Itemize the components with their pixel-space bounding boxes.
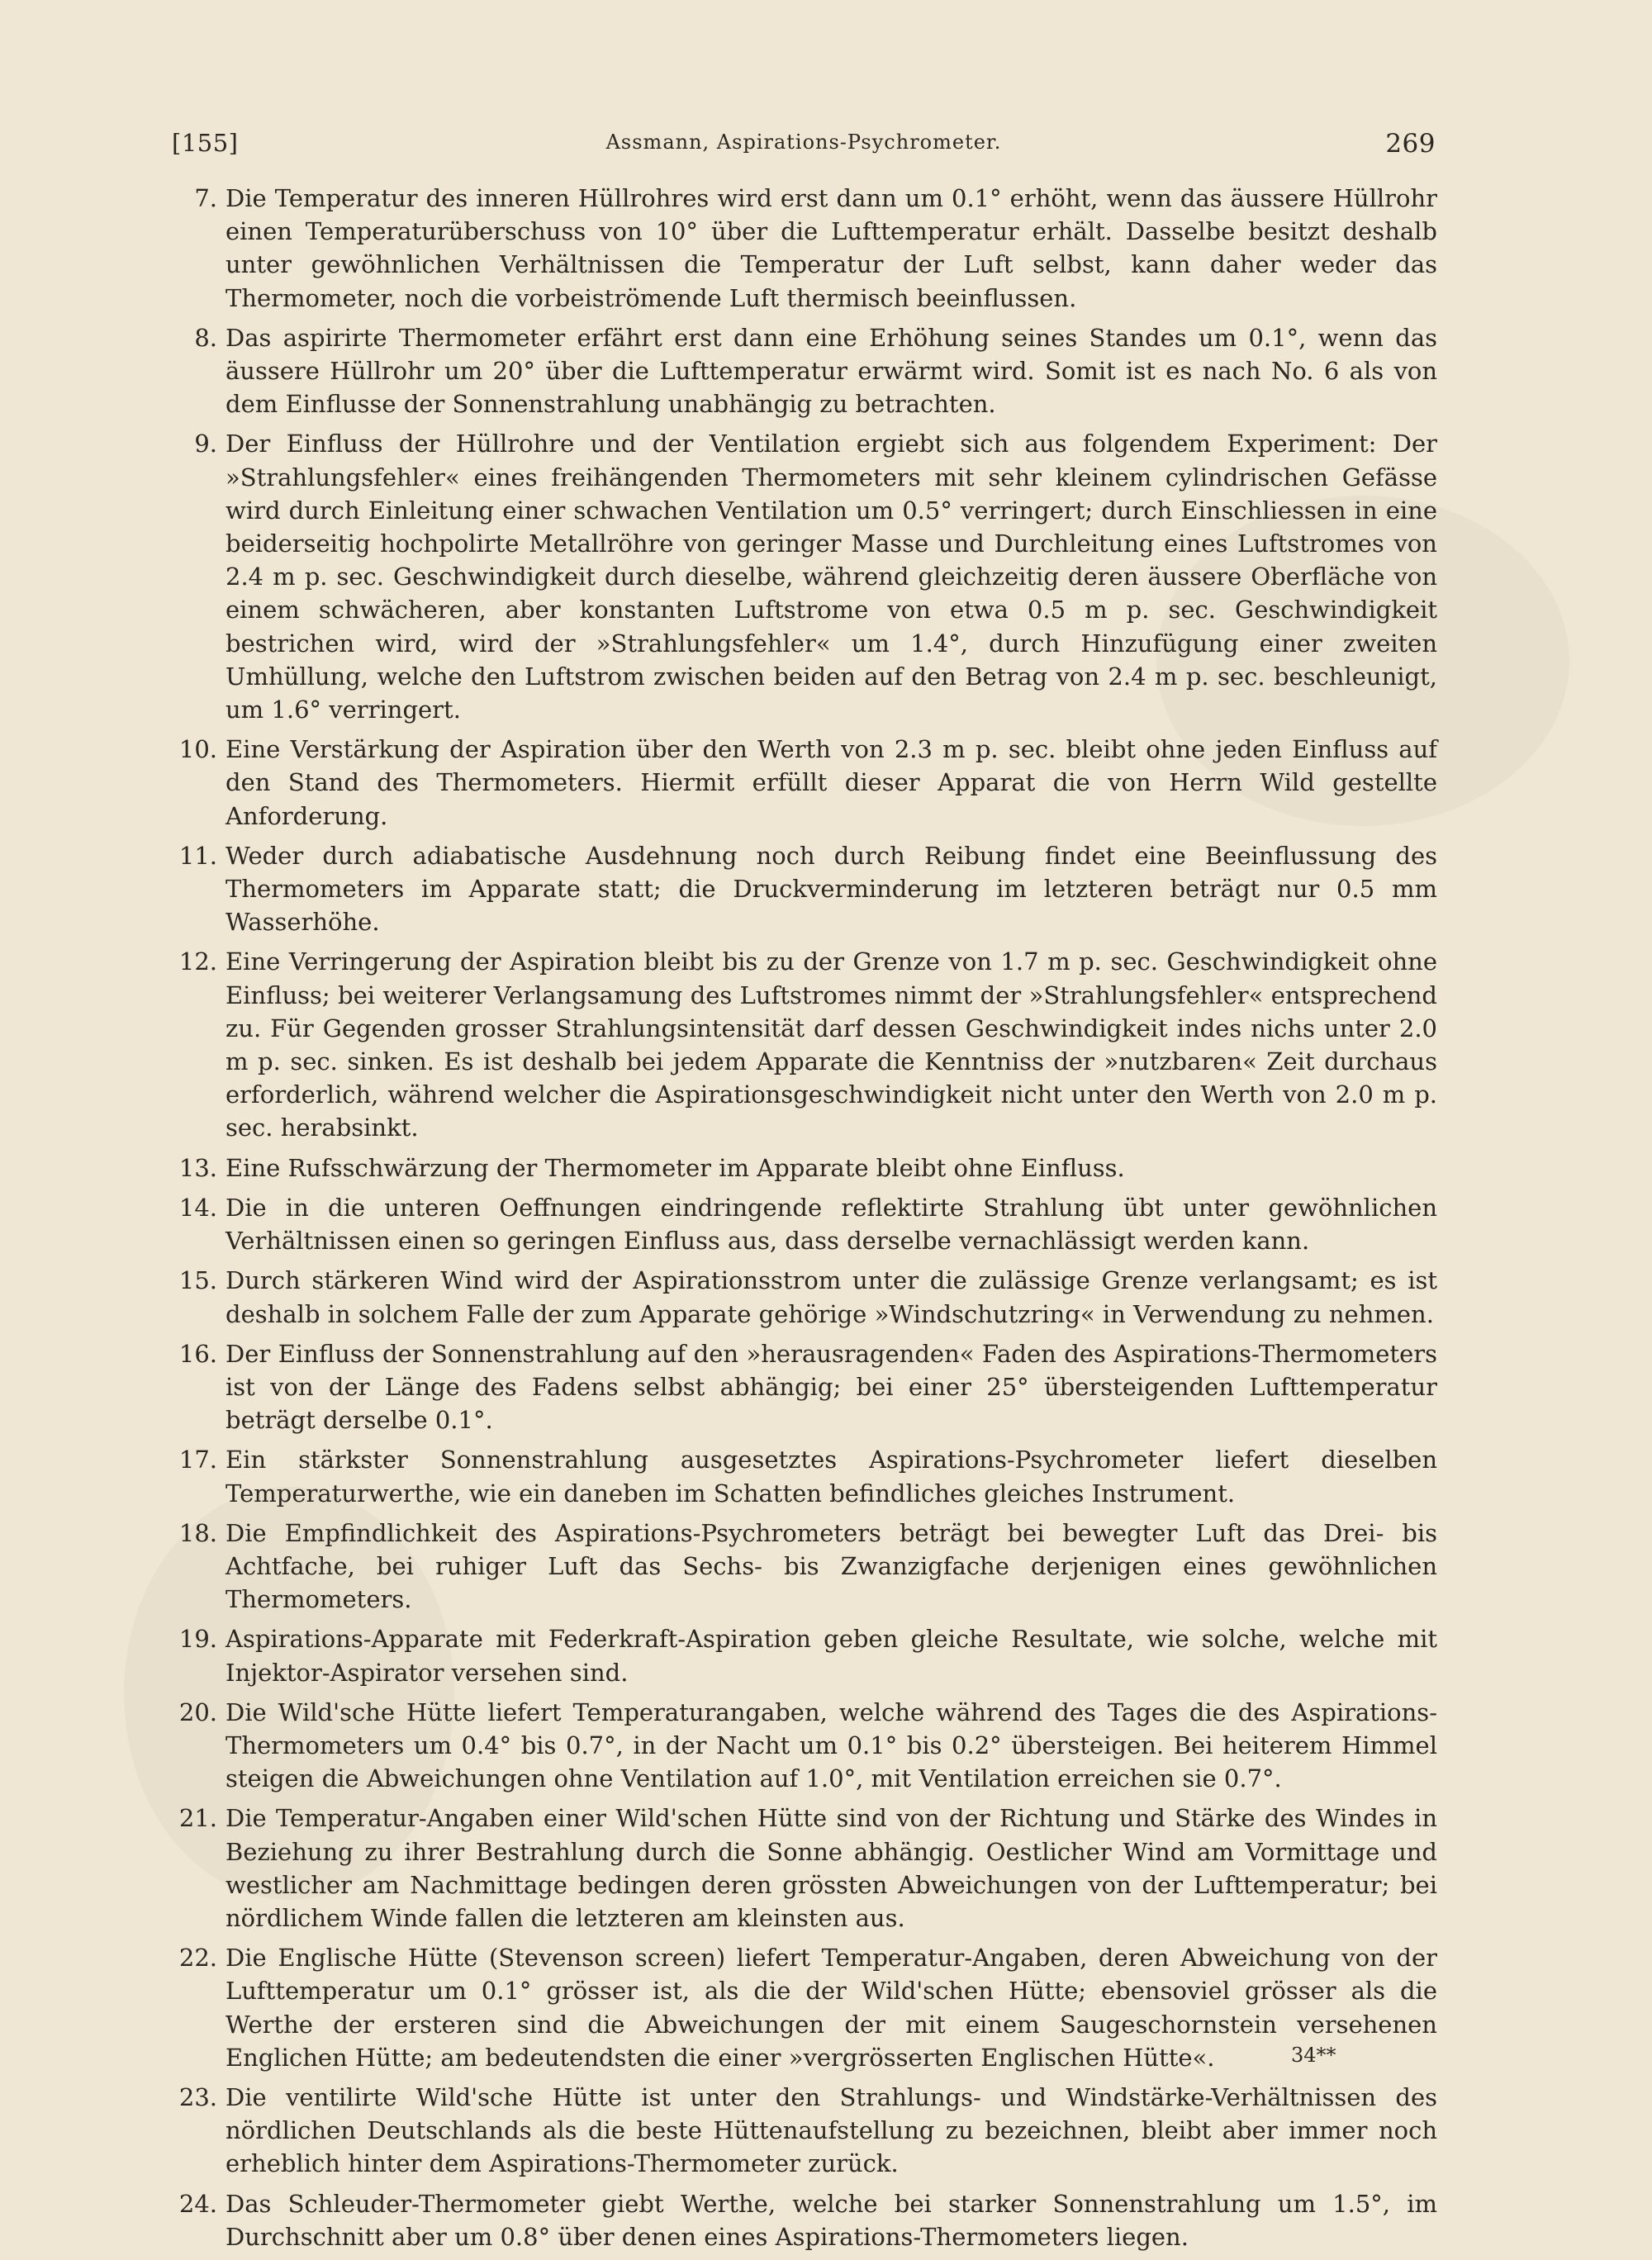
list-item (165, 2187, 1437, 2253)
list-item (165, 945, 1437, 1144)
item-text: Die Empfindlichkeit des Aspirations-Psychrometers beträgt bei bewegter Luft das Drei- bis Achtfache, bei ruhiger Luft das Sechs- bis Zwanzigfache derjenigen eines gewöhnlichen Thermometers. (225, 1518, 1437, 1614)
item-text: Die Temperatur des inneren Hüllrohres wird erst dann um 0.1° erhöht, wenn das äussere Hüllrohr einen Temperaturüberschuss von 10° über die Lufttemperatur erhält. Dasselbe besitzt deshalb unter gewöhnlichen Verhältnissen die Temperatur der Luft selbst, kann daher weder das Thermometer, noch die vorbeiströmende Luft thermisch beeinflussen. (225, 184, 1437, 312)
item-number: 11. (178, 841, 217, 870)
item-text: Eine Verringerung der Aspiration bleibt bis zu der Grenze von 1.7 m p. sec. Geschwindigkeit ohne Einfluss; bei weiterer Verlangsamung des Luftstromes nimmt der »Strahlungsfehler« entsprechend zu. Für Gegenden grosser Strahlungsintensität darf dessen Geschwindigkeit indes nichs unter 2.0 m p. sec. sinken. Es ist deshalb bei jedem Apparate die Kenntniss der »nutzbaren« Zeit durchaus erforderlich, während welcher die Aspirationsgeschwindigkeit nicht unter den Werth von 2.0 m p. sec. herabsinkt. (225, 947, 1437, 1142)
list-item (165, 2081, 1437, 2181)
numbered-list (165, 182, 1437, 2260)
item-number: 9. (194, 430, 217, 458)
item-text: Der Einfluss der Hüllrohre und der Ventilation ergiebt sich aus folgendem Experiment: Der »Strahlungsfehler« eines freihängenden Thermometers mit sehr kleinem cylindrischen Gefässe wird durch Einleitung einer schwachen Ventilation um 0.5° verringert; durch Einschliessen in eine beiderseitig hochpolirte Metallröhre von geringer Masse und Durchleitung eines Luftstromes von 2.4 m p. sec. Geschwindigkeit durch dieselbe, während gleichzeitig deren äussere Oberfläche von einem schwächeren, aber konstanten Luftstrome von etwa 0.5 m p. sec. Geschwindigkeit bestrichen wird, wird der »Strahlungsfehler« um 1.4°, durch Hinzufügung einer zweiten Umhüllung, welche den Luftstrom zwischen beiden auf den Betrag von 2.4 m p. sec. beschleunigt, um 1.6° verringert. (225, 430, 1437, 724)
item-text: Ein stärkster Sonnenstrahlung ausgesetztes Aspirations-Psychrometer liefert dieselben Temperaturwerthe, wie ein daneben im Schatten befindliches gleiches Instrument. (225, 1446, 1437, 1507)
item-number: 12. (178, 947, 217, 976)
item-text: Der Einfluss der Sonnenstrahlung auf den »herausragenden« Faden des Aspirations-Thermometers ist von der Länge des Fadens selbst abhängig; bei einer 25° übersteigenden Lufttemperatur beträgt derselbe 0.1°. (225, 1339, 1437, 1435)
item-number: 7. (194, 184, 217, 212)
signature-mark: 34** (1291, 2044, 1336, 2067)
item-number: 18. (178, 1518, 217, 1547)
list-item (165, 1443, 1437, 1509)
item-number: 21. (178, 1804, 217, 1833)
item-text: Durch stärkeren Wind wird der Aspirationsstrom unter die zulässige Grenze verlangsamt; es ist deshalb in solchem Falle der zum Apparate gehörige »Windschutzring« in Verwendung zu nehmen. (225, 1266, 1437, 1328)
list-item (165, 1264, 1437, 1330)
list-item (165, 182, 1437, 315)
item-number: 14. (178, 1193, 217, 1222)
item-number: 10. (178, 735, 217, 764)
item-text: Das aspirirte Thermometer erfährt erst dann eine Erhöhung seines Standes um 0.1°, wenn das äussere Hüllrohr um 20° über die Lufttemperatur erwärmt wird. Somit ist es nach No. 6 als von dem Einflusse der Sonnenstrahlung unabhängig zu betrachten. (225, 323, 1437, 419)
list-item (165, 733, 1437, 833)
list-item (165, 1151, 1437, 1185)
item-number: 20. (178, 1697, 217, 1726)
list-item (165, 427, 1437, 726)
item-number: 13. (178, 1153, 217, 1182)
list-item (165, 1696, 1437, 1796)
item-text: Aspirations-Apparate mit Federkraft-Aspiration geben gleiche Resultate, wie solche, welche mit Injektor-Aspirator versehen sind. (225, 1625, 1437, 1687)
page-header (172, 124, 1436, 165)
item-text: Eine Verstärkung der Aspiration über den Werth von 2.3 m p. sec. bleibt ohne jeden Einfluss auf den Stand des Thermometers. Hiermit erfüllt dieser Apparat die von Herrn Wild gestellte Anforderung. (225, 735, 1437, 830)
item-number: 16. (178, 1339, 217, 1368)
list-item (165, 1802, 1437, 1935)
item-number: 19. (178, 1625, 217, 1654)
list-item (165, 321, 1437, 421)
item-text: Die ventilirte Wild'sche Hütte ist unter den Strahlungs- und Windstärke-Verhältnissen des nördlichen Deutschlands als die beste Hüttenaufstellung zu bezeichnen, bleibt aber immer noch erheblich hinter dem Aspirations-Thermometer zurück. (225, 2082, 1437, 2178)
item-number: 23. (178, 2082, 217, 2111)
item-text: Die Temperatur-Angaben einer Wild'schen Hütte sind von der Richtung und Stärke des Windes in Beziehung zu ihrer Bestrahlung durch die Sonne abhängig. Oestlicher Wind am Vormittage und westlicher am Nachmittage bedingen deren grössten Abweichungen von der Lufttemperatur; bei nördlichem Winde fallen die letzteren am kleinsten aus. (225, 1804, 1437, 1932)
item-text: Die Englische Hütte (Stevenson screen) liefert Temperatur-Angaben, deren Abweichung von der Lufttemperatur um 0.1° grösser ist, als die der Wild'schen Hütte; ebensoviel grösser als die Werthe der ersteren sind die Abweichungen der mit einem Saugeschornstein versehenen Englichen Hütte; am bedeutendsten die einer »vergrösserten Englischen Hütte«. (225, 1944, 1437, 2072)
page-number: 269 (1385, 129, 1436, 159)
list-item (165, 1941, 1437, 2074)
list-item (165, 839, 1437, 939)
item-text: Weder durch adiabatische Ausdehnung noch durch Reibung findet eine Beeinflussung des Thermometers im Apparate statt; die Druckverminderung im letzteren beträgt nur 0.5 mm Wasserhöhe. (225, 841, 1437, 937)
item-number: 22. (178, 1944, 217, 1973)
list-item (165, 1337, 1437, 1437)
item-text: Die Wild'sche Hütte liefert Temperaturangaben, welche während des Tages die des Aspirations-Thermometers um 0.4° bis 0.7°, in der Nacht um 0.1° bis 0.2° übersteigen. Bei heiterem Himmel steigen die Abweichungen ohne Ventilation auf 1.0°, mit Ventilation erreichen sie 0.7°. (225, 1697, 1437, 1793)
list-item (165, 1191, 1437, 1257)
list-item (165, 1622, 1437, 1688)
item-number: 24. (178, 2189, 217, 2218)
item-number: 15. (178, 1266, 217, 1295)
list-item (165, 1517, 1437, 1617)
page-reference: [155] (172, 129, 239, 157)
running-title: Assmann, Aspirations-Psychrometer. (605, 131, 1002, 154)
item-text: Das Schleuder-Thermometer giebt Werthe, welche bei starker Sonnenstrahlung um 1.5°, im Durchschnitt aber um 0.8° über denen eines Aspirations-Thermometers liegen. (225, 2189, 1437, 2251)
item-number: 17. (178, 1446, 217, 1474)
item-text: Eine Rufsschwärzung der Thermometer im Apparate bleibt ohne Einfluss. (225, 1153, 1125, 1182)
item-text: Die in die unteren Oeffnungen eindringende reflektirte Strahlung übt unter gewöhnlichen Verhältnissen einen so geringen Einfluss aus, dass derselbe vernachlässigt werden kann. (225, 1193, 1437, 1256)
item-number: 8. (194, 323, 217, 352)
